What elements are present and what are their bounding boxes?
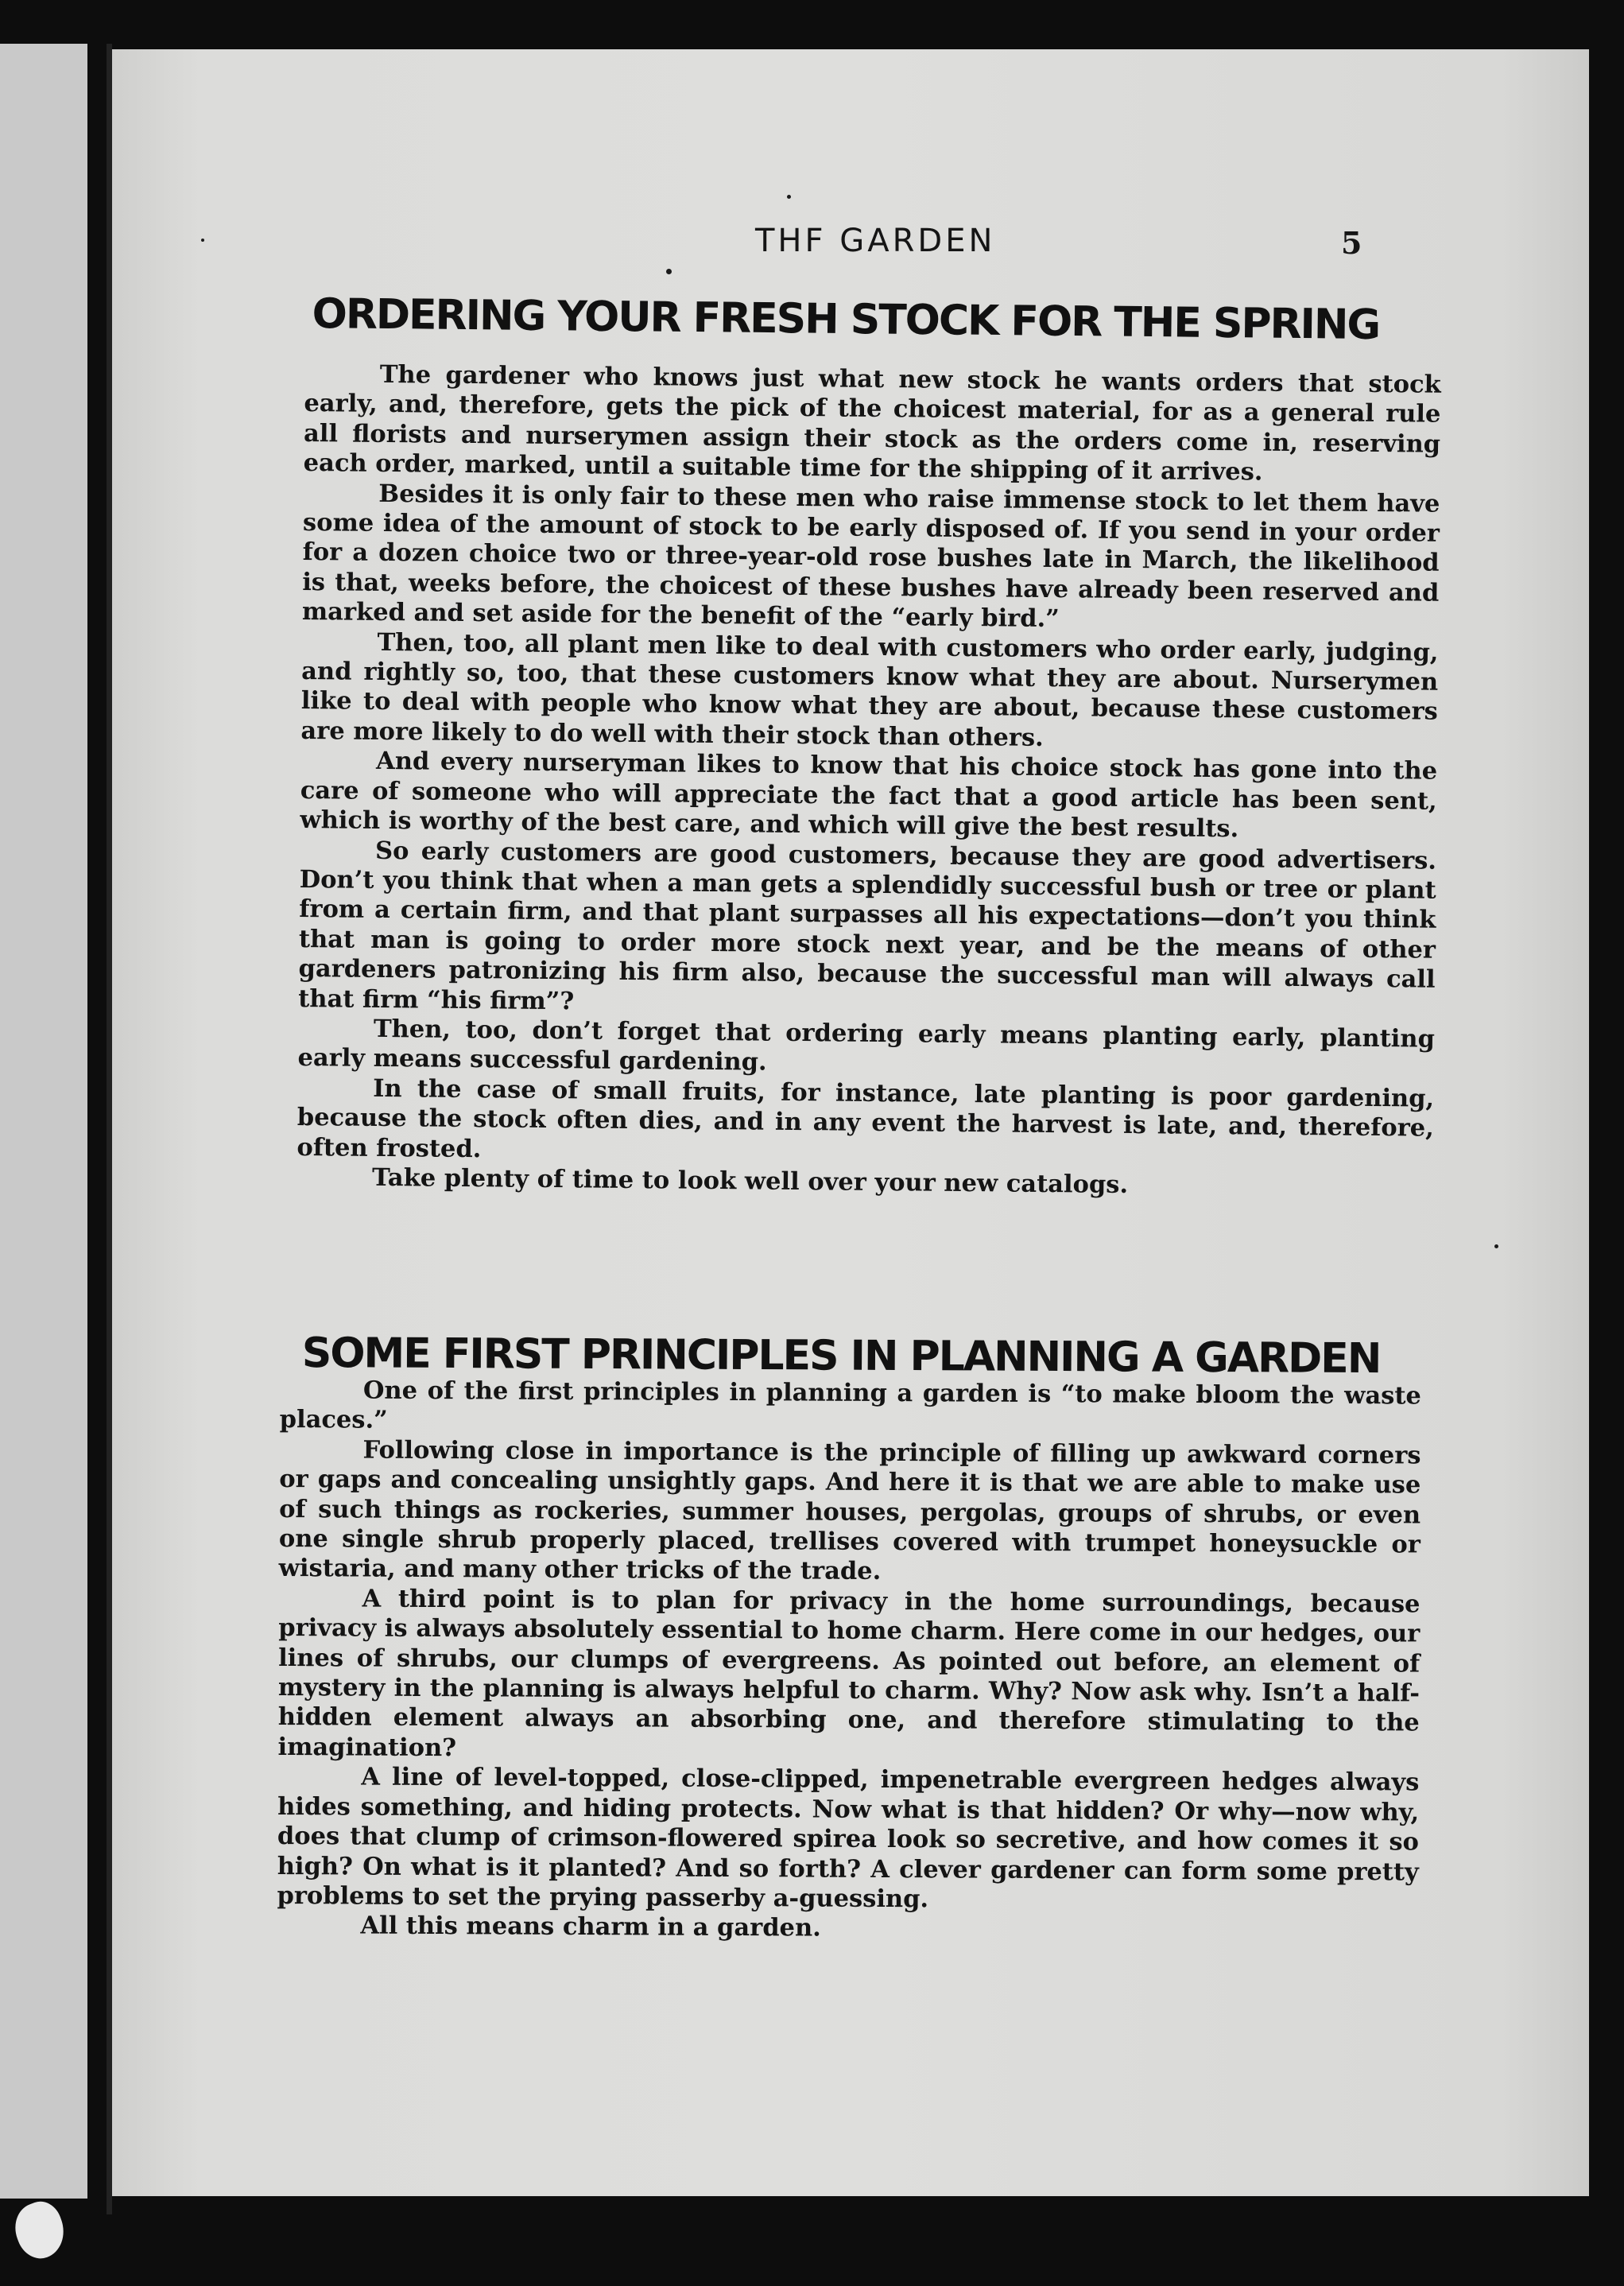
article-title-planning-garden: SOME FIRST PRINCIPLES IN PLANNING A GARDEN bbox=[301, 1329, 1381, 1384]
paragraph: Following close in importance is the principle of filling up awkward corners or gaps and concealing unsightly gaps. And here it is that we are able to make use of such things as rockeries, summer houses, pergolas, groups of shrubs, or even one single shrub properly placed, trellises covered with trumpet honeysuckle or wistaria, and many other tricks of the trade. bbox=[278, 1435, 1421, 1586]
scan-speck bbox=[787, 195, 791, 199]
scan-speck bbox=[201, 239, 204, 242]
paragraph: Then, too, all plant men like to deal with customers who order early, judging, and rightly so, too, that these customers know what they are about. Nurserymen like to deal with people who know what they are about, because these customers are more likely to do well with their stock than others. bbox=[300, 627, 1439, 752]
paragraph: Besides it is only fair to these men who raise immense stock to let them have some idea of the amount of stock to be early disposed of. If you send in your order for a dozen choice two or three-year-old rose bushes late in March, the likelihood is that, weeks before, the choicest of these bushes have already been reserved and marked and set aside for the benefit of the “early bird.” bbox=[301, 479, 1440, 634]
paragraph: A third point is to plan for privacy in the home surroundings, because privacy is always absolutely essential to home charm. Here come in our hedges, our lines of shrubs, our clumps of evergreens. As pointed out before, an element of mystery in the planning is always helpful to charm. Why? Now ask why. Isn’t a half-hidden element always an absorbing one, and therefore stimulating to the imagination? bbox=[277, 1584, 1421, 1763]
page-number: 5 bbox=[1341, 225, 1362, 261]
paragraph: So early customers are good customers, because they are good advertisers. Don’t you think that when a man gets a splendidly successful bush or tree or plant from a certain firm, and that plant surpasses all his expectations—don’t you think that man is going to order more stock next year, and be the means of other gardeners patronizing his firm also, because the successful man will always call that firm “his firm”? bbox=[298, 836, 1437, 1015]
article-title-ordering-stock: ORDERING YOUR FRESH STOCK FOR THE SPRING bbox=[312, 290, 1380, 350]
paragraph: A line of level-topped, close-clipped, impenetrable evergreen hedges always hides something, and hiding protects. Now what is that hidden? Or why—now why, does that clump of crimson-flowered spirea look so secretive, and how comes it so high? On what is it planted? And so forth? A clever gardener can form some pretty problems to set the prying passerby a-guessing. bbox=[277, 1762, 1420, 1914]
facing-page-edge bbox=[0, 44, 87, 2199]
paragraph: The gardener who knows just what new stock he wants orders that stock early, and, therefore, gets the pick of the choicest material, for as a general rule all florists and nurserymen assign their stock as the orders come in, reserving each order, marked, until a suitable time for the shipping of it arrives. bbox=[303, 359, 1441, 487]
scan-blemish bbox=[8, 2196, 72, 2265]
running-head: THF GARDEN bbox=[755, 223, 996, 259]
paragraph: And every nurseryman likes to know that his choice stock has gone into the care of someone who will appreciate the fact that a good article has been sent, which is worthy of the best care, and which will give the best results. bbox=[300, 747, 1438, 844]
scan-speck bbox=[666, 269, 672, 274]
paragraph: Take plenty of time to look well over your new catalogs. bbox=[371, 1162, 1129, 1199]
article-body-planning-garden bbox=[277, 1376, 1421, 1946]
article-body-ordering-stock bbox=[297, 359, 1441, 1203]
paragraph: Then, too, don’t forget that ordering early means planting early, planting early means successful gardening. bbox=[297, 1014, 1436, 1077]
paragraph: All this means charm in a garden. bbox=[360, 1911, 821, 1943]
paragraph: One of the first principles in planning a garden is “to make bloom the waste places.” bbox=[279, 1376, 1421, 1435]
gutter-shadow bbox=[107, 44, 112, 2214]
paragraph: In the case of small fruits, for instance, late planting is poor gardening, because the stock often dies, and in any event the harvest is late, and, therefore, often frosted. bbox=[297, 1073, 1435, 1163]
scan-speck bbox=[1494, 1244, 1498, 1248]
